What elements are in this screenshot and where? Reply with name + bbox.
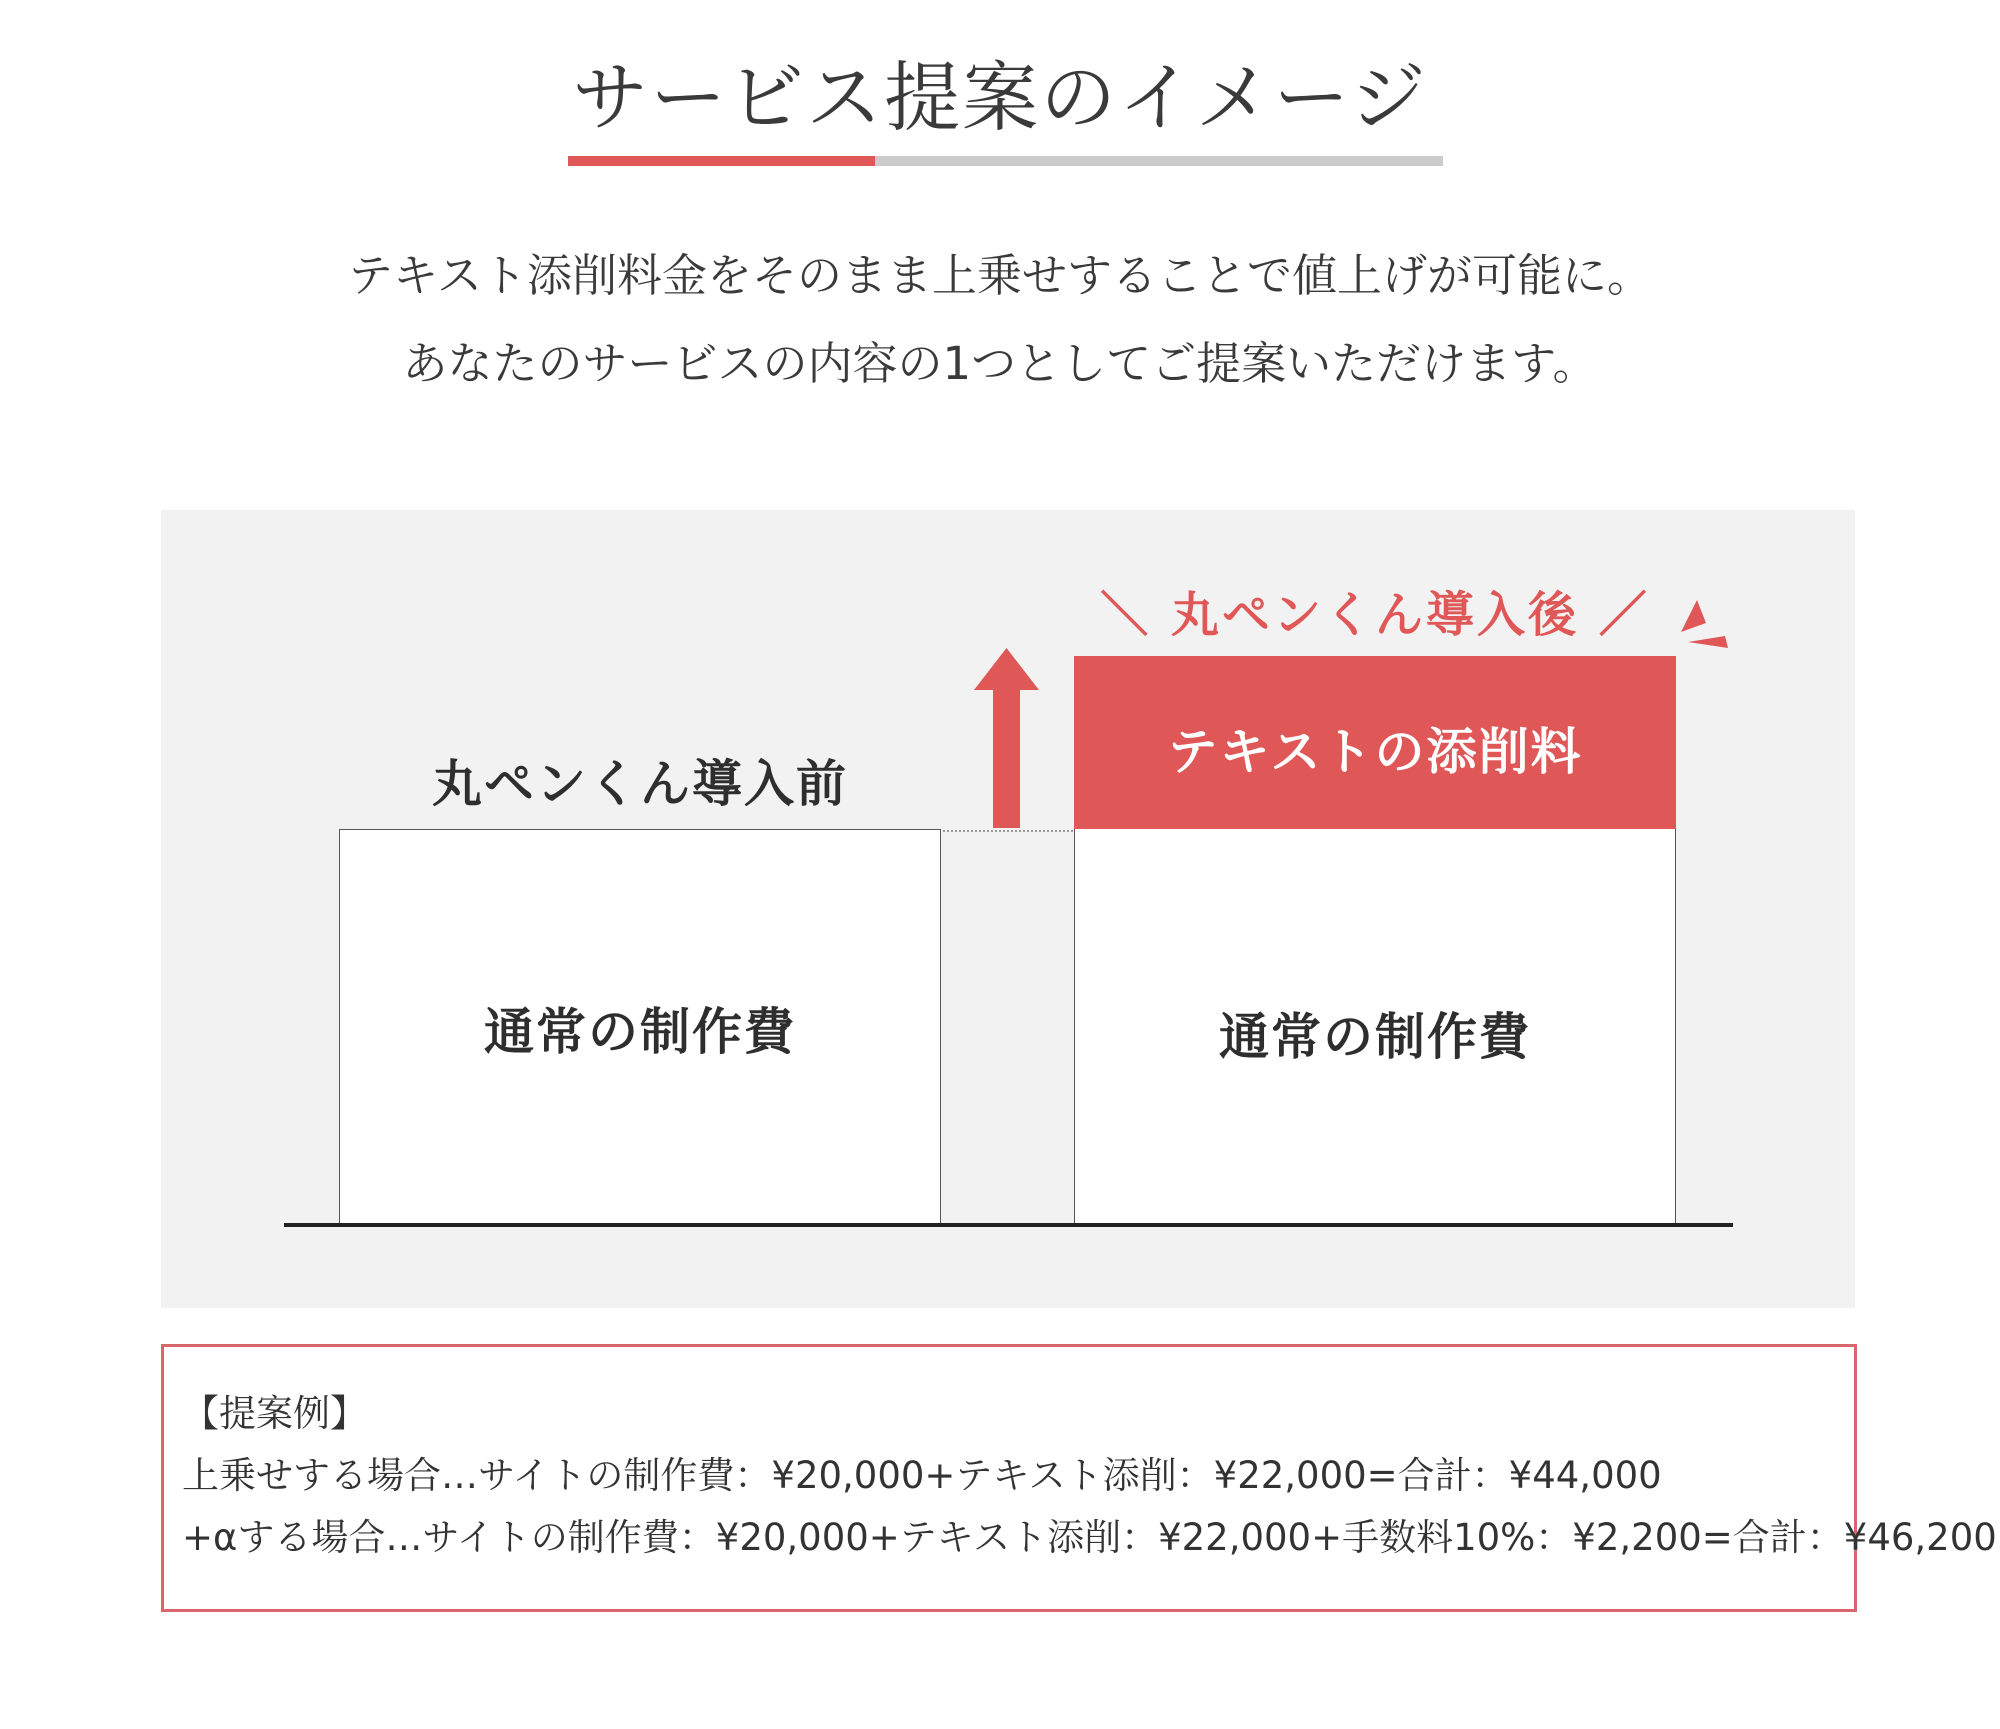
up-arrow-icon: [974, 648, 1039, 828]
after-label: ＼ 丸ペンくん導入後 ／: [1100, 587, 1650, 643]
before-cost-label: 通常の制作費: [484, 1003, 796, 1061]
baseline: [284, 1223, 1733, 1227]
before-label: 丸ペンくん導入前: [432, 755, 848, 813]
added-fee-label: テキストの添削料: [1167, 723, 1583, 781]
intro-line-1: テキスト添削料金をそのまま上乗せすることで値上げが可能に。: [347, 249, 1653, 302]
sparkle-icon: [1681, 600, 1728, 648]
example-title: 【提案例】: [182, 1392, 367, 1435]
example-box: [161, 1344, 1997, 1612]
after-cost-label: 通常の制作費: [1219, 1008, 1531, 1066]
example-line-2: +αする場合…サイトの制作費：¥20,000+テキスト添削：¥22,000+手数料10%：¥2,200=合計：¥46,200: [182, 1516, 1997, 1559]
intro-line-2: あなたのサービスの内容の1つとしてご提案いただけます。: [402, 337, 1598, 390]
example-line-1: 上乗せする場合…サイトの制作費：¥20,000+テキスト添削：¥22,000=合計：¥44,000: [182, 1454, 1662, 1497]
page-title: サービス提案のイメージ: [572, 53, 1428, 142]
